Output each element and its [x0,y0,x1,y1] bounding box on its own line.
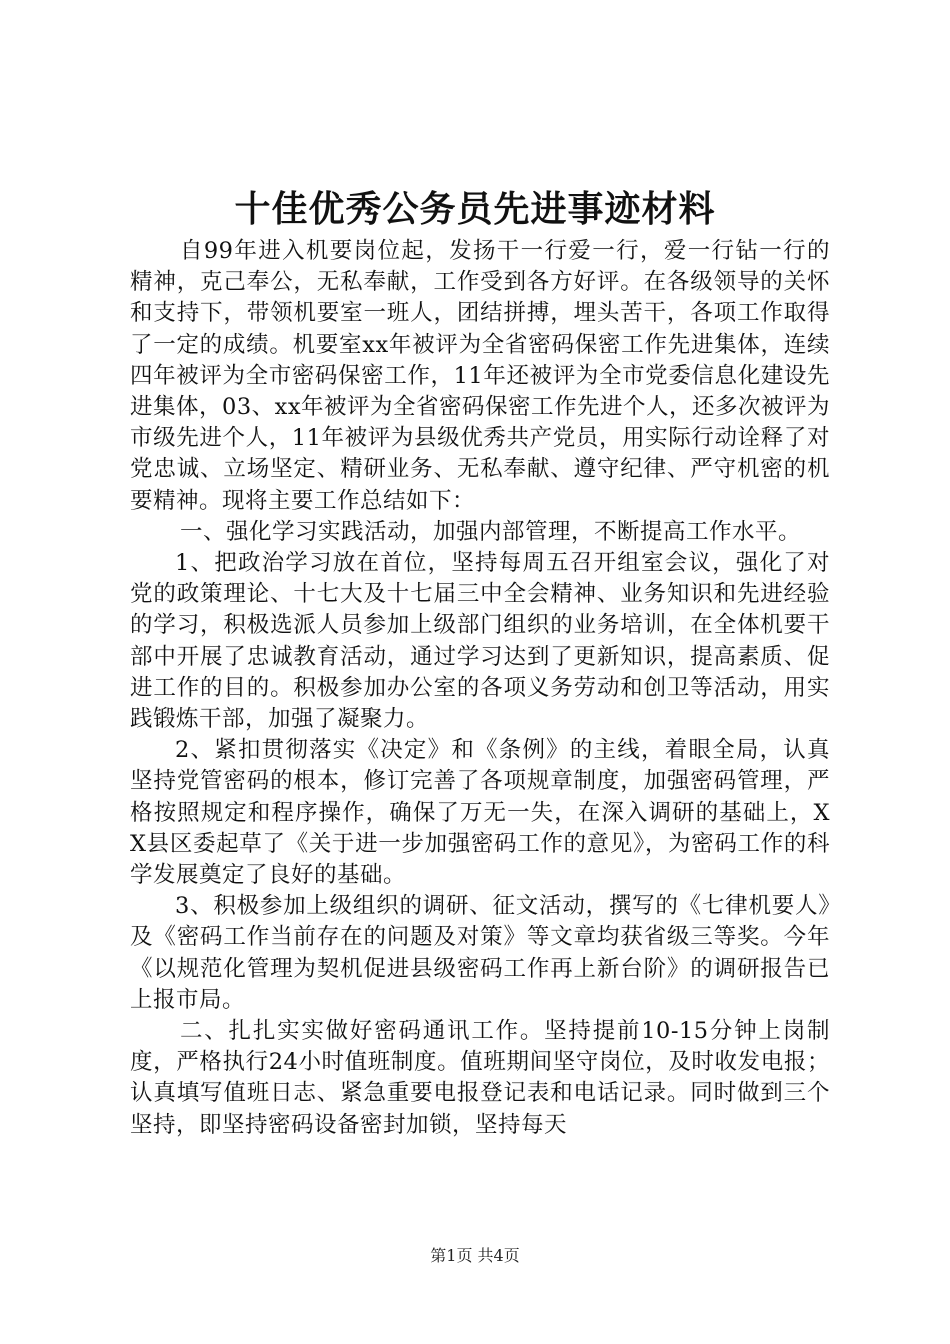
paragraph-item-1: 1、把政治学习放在首位，坚持每周五召开组室会议，强化了对党的政策理论、十七大及十七届三中全会精神、业务知识和先进经验的学习，积极选派人员参加上级部门组织的业务培训，在全体机要干部中开展了忠诚教育活动，通过学习达到了更新知识，提高素质、促进工作的目的。积极参加办公室的各项义务劳动和创卫等活动，用实践锻炼干部，加强了凝聚力。 [130,550,830,733]
section-heading-1: 一、强化学习实践活动，加强内部管理，不断提高工作水平。 [180,518,802,545]
page-footer: 第1页 共4页 [430,1246,520,1265]
paragraph-intro: 自99年进入机要岗位起，发扬干一行爱一行，爱一行钻一行的精神，克己奉公，无私奉献，工作受到各方好评。在各级领导的关怀和支持下，带领机要室一班人，团结拼搏，埋头苦干，各项工作取得了一定的成绩。机要室xx年被评为全省密码保密工作先进集体，连续四年被评为全市密码保密工作，11年还被评为全市党委信息化建设先进集体，03、xx年被评为全省密码保密工作先进个人，还多次被评为市级先进个人，11年被评为县级优秀共产党员，用实际行动诠释了对党忠诚、立场坚定、精研业务、无私奉献、遵守纪律、严守机密的机要精神。现将主要工作总结如下： [130,238,831,514]
document-body [130,236,830,1141]
section-heading-2: 二、扎扎实实做好密码通讯工作。坚持提前10-15分钟上岗制度，严格执行24小时值班制度。值班期间坚守岗位，及时收发电报；认真填写值班日志、紧急重要电报登记表和电话记录。同时做到三个坚持，即坚持密码设备密封加锁，坚持每天 [130,1018,830,1138]
document-title: 十佳优秀公务员先进事迹材料 [234,188,716,230]
paragraph-item-2: 2、紧扣贯彻落实《决定》和《条例》的主线，着眼全局，认真坚持党管密码的根本，修订完善了各项规章制度，加强密码管理，严格按照规定和程序操作，确保了万无一失，在深入调研的基础上，XX县区委起草了《关于进一步加强密码工作的意见》，为密码工作的科学发展奠定了良好的基础。 [130,737,830,889]
paragraph-item-3: 3、积极参加上级组织的调研、征文活动，撰写的《七律机要人》及《密码工作当前存在的问题及对策》等文章均获省级三等奖。今年《以规范化管理为契机促进县级密码工作再上新台阶》的调研报告已上报市局。 [130,893,830,1013]
